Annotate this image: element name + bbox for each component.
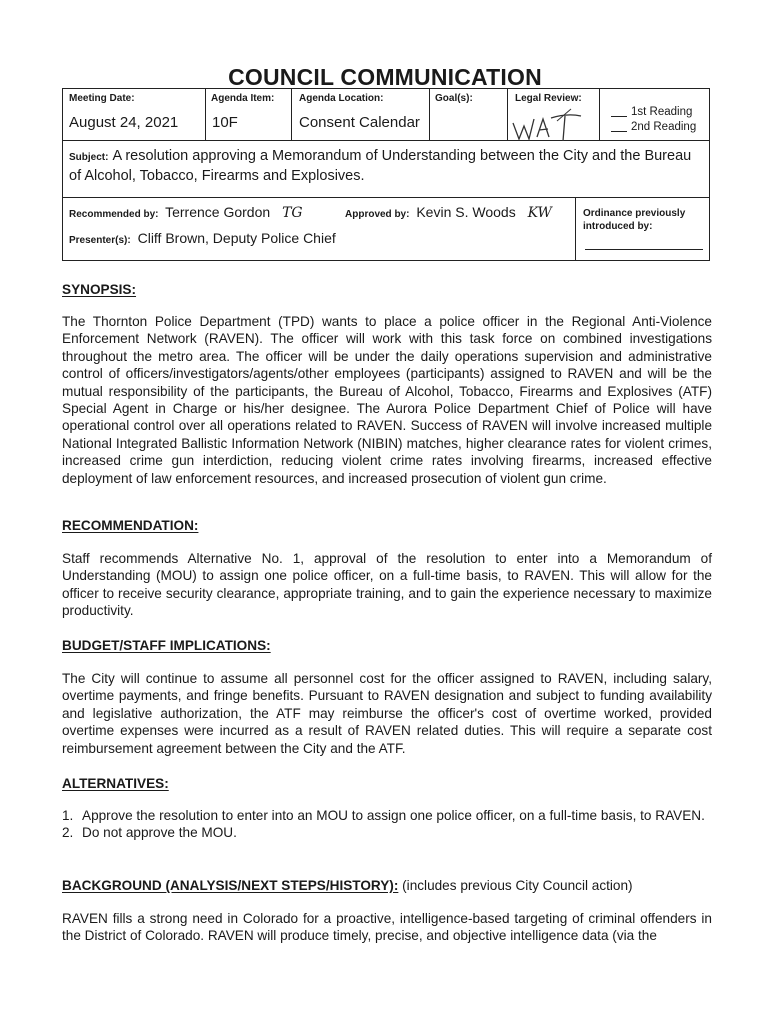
background-heading-row xyxy=(62,878,633,893)
divider xyxy=(205,89,206,140)
ordinance-blank xyxy=(585,249,703,250)
list-item xyxy=(62,807,712,824)
presenters-name: Cliff Brown, Deputy Police Chief xyxy=(137,230,336,246)
agenda-item: 10F xyxy=(212,114,238,131)
list-item-text: Do not approve the MOU. xyxy=(82,825,237,841)
legal-review-label: Legal Review: xyxy=(515,93,582,104)
ordinance-label: Ordinance previously introduced by: xyxy=(583,208,686,232)
header-table xyxy=(62,88,710,261)
meeting-date: August 24, 2021 xyxy=(69,114,179,131)
recommended-by xyxy=(69,204,303,221)
agenda-location-label: Agenda Location: xyxy=(299,93,384,104)
list-item-number: 2. xyxy=(62,825,74,841)
divider xyxy=(291,89,292,140)
divider xyxy=(507,89,508,140)
synopsis-text: The Thornton Police Department (TPD) wants to place a police officer in the Regional Anti-Violence Enforcement Network (RAVEN). The officer will work with this task force on combined investigations throughout the metro area. The officer will be under the daily operations supervision and administrative control of officers/investigators/agents/other employees (participants) assigned to RAVEN and will be the mutual responsibility of the participants, the Bureau of Alcohol, Tobacco, Firearms and Explosives (ATF) Special Agent in Charge or his/her designee. The Aurora Police Department Chief of Police will have operational control over all operations related to RAVEN. Success of RAVEN will involve increased multiple National Integrated Ballistic Information Network (NIBIN) matches, higher clearance rates for violent crimes, increased crime gun interdiction, reducing violent crime rates involving firearms, increased effective deployment of law enforcement resources, and increased prosecution of violent gun crime. xyxy=(62,314,712,486)
divider xyxy=(575,197,576,261)
budget-heading: BUDGET/STAFF IMPLICATIONS: xyxy=(62,638,271,653)
presenters xyxy=(69,230,336,246)
page-title: COUNCIL COMMUNICATION xyxy=(228,64,542,90)
goals-label: Goal(s): xyxy=(435,93,473,104)
legal-review-signature xyxy=(509,107,589,143)
background-heading: BACKGROUND (ANALYSIS/NEXT STEPS/HISTORY): xyxy=(62,878,399,893)
approved-by-name: Kevin S. Woods xyxy=(416,204,516,220)
synopsis-heading: SYNOPSIS: xyxy=(62,282,137,297)
presenters-label: Presenter(s): xyxy=(69,235,131,246)
second-reading: 2nd Reading xyxy=(611,121,696,133)
divider xyxy=(63,197,709,198)
alternatives-heading: ALTERNATIVES: xyxy=(62,776,169,791)
background-text: RAVEN fills a strong need in Colorado for a proactive, intelligence-based targeting of criminal offenders in the District of Colorado. RAVEN will produce timely, precise, and objective intelligence data (via the xyxy=(62,911,712,944)
recommended-by-name: Terrence Gordon xyxy=(165,204,271,220)
budget-text: The City will continue to assume all personnel cost for the officer assigned to RAVEN, including salary, overtime payments, and fringe benefits. Pursuant to RAVEN designation and subject to funding availability and legislative authorization, the ATF may reimburse the officer's cost of overtime worked, provided overtime expenses were incurred as a result of RAVEN related duties. This will require a separate cost reimbursement agreement between the City and the ATF. xyxy=(62,671,712,756)
agenda-location: Consent Calendar xyxy=(299,114,420,131)
divider xyxy=(63,140,709,141)
list-item-number: 1. xyxy=(62,808,74,823)
subject-text: A resolution approving a Memorandum of Understanding between the City and the Bureau of Alcohol, Tobacco, Firearms and Explosives. xyxy=(69,148,692,184)
divider xyxy=(429,89,430,140)
second-reading-blank xyxy=(611,131,627,132)
approved-by-label: Approved by: xyxy=(345,209,410,220)
recommendation-heading: RECOMMENDATION: xyxy=(62,518,199,533)
agenda-item-label: Agenda Item: xyxy=(211,93,275,104)
meeting-date-label: Meeting Date: xyxy=(69,93,135,104)
recommended-initials: TG xyxy=(282,205,303,221)
list-item xyxy=(62,824,712,841)
first-reading: 1st Reading xyxy=(611,106,692,118)
recommendation-text: Staff recommends Alternative No. 1, approval of the resolution to enter into a Memorandum of Understanding (MOU) to assign one police officer, on a full-time basis, to RAVEN. This will allow for the officer to receive security clearance, appropriate training, and to gain the experience necessary to maximize productivity. xyxy=(62,551,712,619)
subject xyxy=(69,147,705,186)
divider xyxy=(599,89,600,140)
approved-initials: KW xyxy=(527,205,552,221)
recommended-by-label: Recommended by: xyxy=(69,209,159,220)
list-item-text: Approve the resolution to enter into an MOU to assign one police officer, on a full-time basis, to RAVEN. xyxy=(82,808,705,823)
approved-by xyxy=(345,204,552,221)
background-note: (includes previous City Council action) xyxy=(402,878,633,893)
subject-label: Subject: xyxy=(69,152,109,163)
first-reading-blank xyxy=(611,116,627,117)
alternatives-list xyxy=(62,807,712,842)
